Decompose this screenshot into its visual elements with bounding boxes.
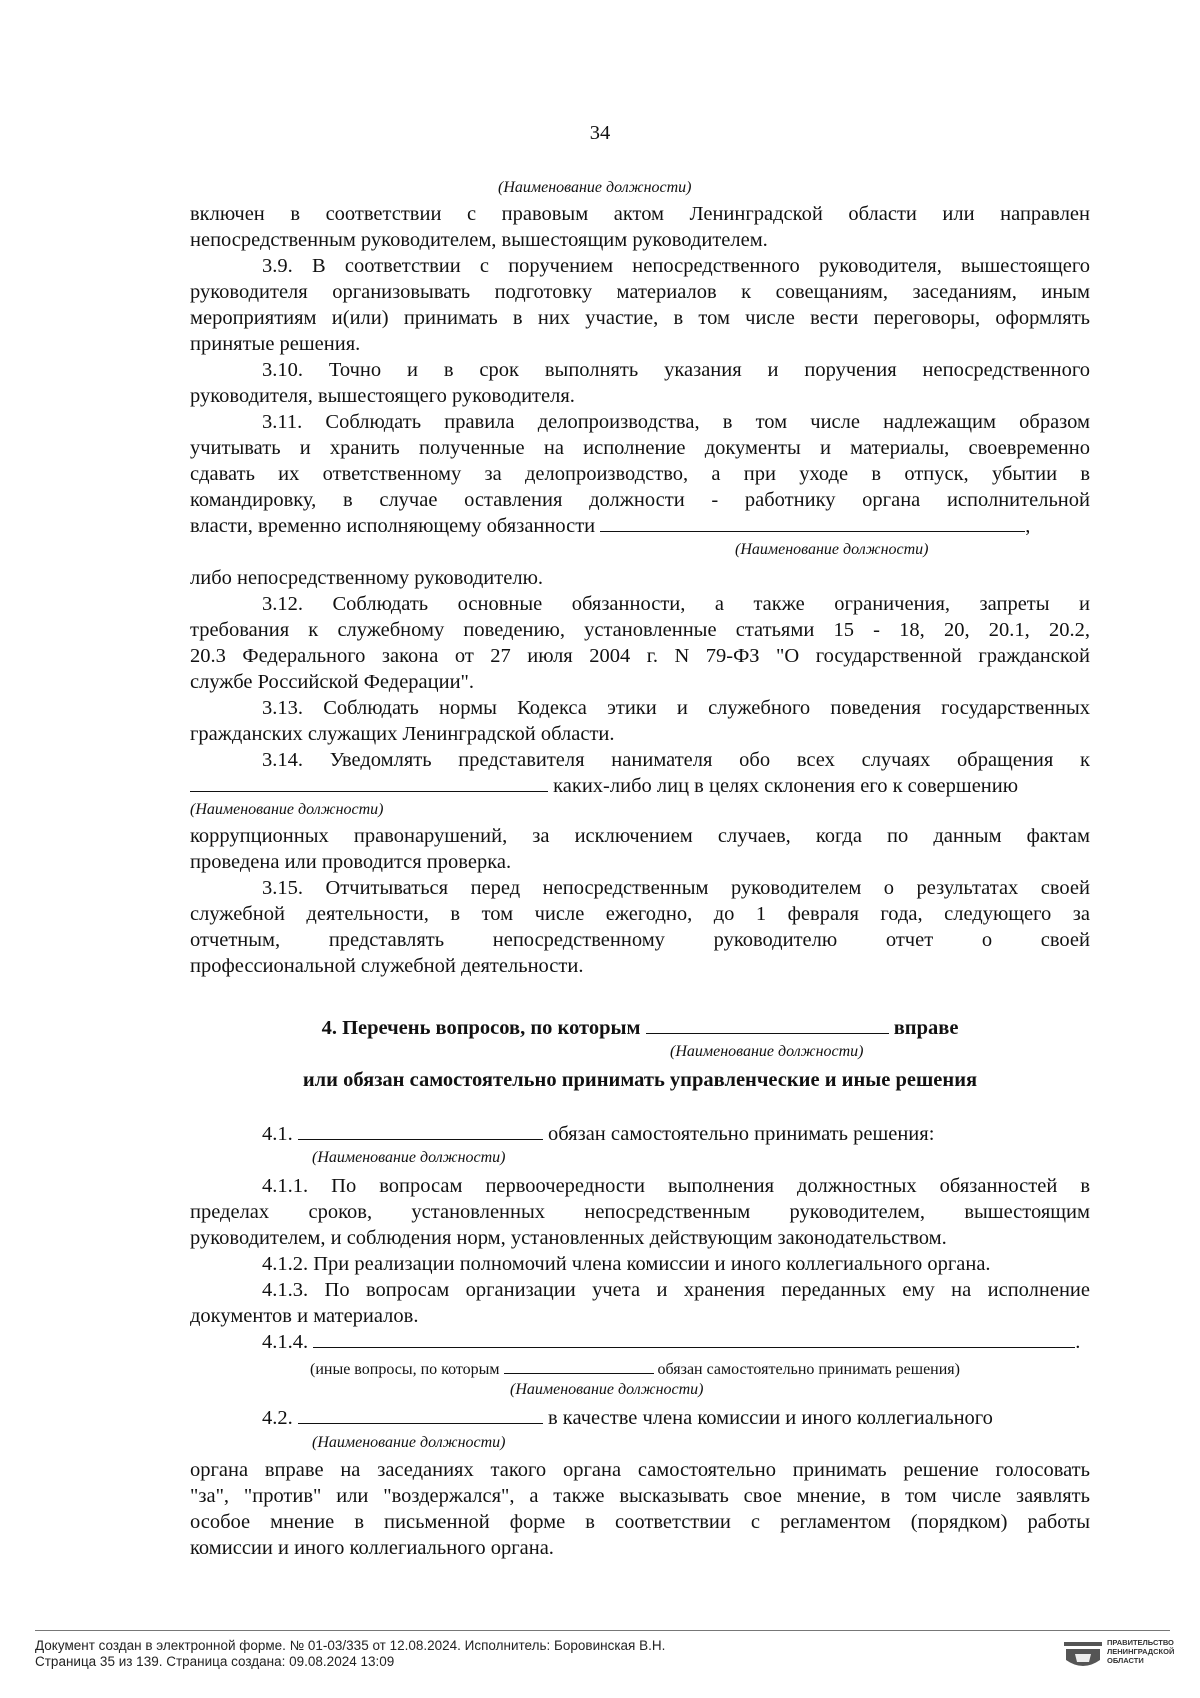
text-line: 3.15. Отчитываться перед непосредственным руководителем о результатах своей: [262, 877, 1090, 899]
caption-part: (иные вопросы, по которым: [310, 1361, 500, 1378]
text-line: проведена или проводится проверка.: [190, 851, 512, 873]
text-line: руководителя, вышестоящего руководителя.: [190, 385, 575, 407]
text-line: 4.1.3. По вопросам организации учета и хранения переданных ему на исполнение: [262, 1279, 1090, 1301]
caption-role: (Наименование должности): [510, 1381, 704, 1398]
section-heading: [190, 1015, 1090, 1041]
text-line: учитывать и хранить полученные на исполнение документы и материалы, своевременно: [190, 437, 1090, 459]
caption-role: (Наименование должности): [735, 541, 929, 558]
government-logo: [1063, 1638, 1173, 1674]
caption-role: (Наименование должности): [312, 1149, 506, 1166]
text-line: документов и материалов.: [190, 1305, 419, 1327]
text-line: сдавать их ответственному за делопроизводство, а при уходе в отпуск, убытии в: [190, 463, 1090, 485]
text-line: 3.12. Соблюдать основные обязанности, а также ограничения, запреты и: [262, 593, 1090, 615]
text-line: профессиональной служебной деятельности.: [190, 955, 584, 977]
comma: ,: [1025, 515, 1031, 537]
logo-text-line: ПРАВИТЕЛЬСТВО: [1107, 1638, 1174, 1647]
footer-rule: [35, 1630, 1170, 1631]
text-line: непосредственным руководителем, вышестоящим руководителем.: [190, 229, 768, 251]
text-line-start: власти, временно исполняющему обязанности: [190, 515, 596, 537]
text-line: [262, 1329, 1162, 1355]
text-line: 4.1.1. По вопросам первоочередности выполнения должностных обязанностей в: [262, 1175, 1090, 1197]
heading-end: вправе: [893, 1017, 959, 1039]
role-blank: [646, 1015, 889, 1034]
role-blank: [504, 1359, 654, 1374]
period: .: [1075, 1331, 1081, 1353]
text-line-end: обязан самостоятельно принимать решения:: [548, 1123, 935, 1145]
text-line: 3.9. В соответствии с поручением непосредственного руководителя, вышестоящего: [262, 255, 1090, 277]
text-line: 3.14. Уведомлять представителя нанимателя обо всех случаях обращения к: [262, 749, 1090, 771]
text-line: 3.13. Соблюдать нормы Кодекса этики и служебного поведения государственных: [262, 697, 1090, 719]
text-line: службе Российской Федерации".: [190, 671, 475, 693]
role-blank: [190, 773, 548, 792]
text-line: служебной деятельности, в том числе ежегодно, до 1 февраля года, следующего за: [190, 903, 1090, 925]
section-heading-line2: или обязан самостоятельно принимать управленческие и иные решения: [302, 1069, 978, 1091]
text-line: принятые решения.: [190, 333, 361, 355]
text-line: [190, 513, 1090, 539]
caption-other-questions: [310, 1359, 960, 1379]
text-line: 3.10. Точно и в срок выполнять указания и поручения непосредственного: [262, 359, 1090, 381]
text-line: мероприятиям и(или) принимать в них участие, в том числе вести переговоры, оформлять: [190, 307, 1090, 329]
text-line: включен в соответствии с правовым актом Ленинградской области или направлен: [190, 203, 1090, 225]
text-line: отчетным, представлять непосредственному руководителю отчет о своей: [190, 929, 1090, 951]
role-blank: [298, 1121, 543, 1140]
text-line: органа вправе на заседаниях такого органа самостоятельно принимать решение голосовать: [190, 1459, 1090, 1481]
text-line: либо непосредственному руководителю.: [190, 567, 544, 589]
text-line: гражданских служащих Ленинградской области.: [190, 723, 615, 745]
footer-line-1: Документ создан в электронной форме. № 01-03/335 от 12.08.2024. Исполнитель: Боровинская В.Н.: [35, 1638, 666, 1653]
caption-role: (Наименование должности): [190, 801, 384, 818]
text-line: особое мнение в письменной форме в соответствии с регламентом (порядком) работы: [190, 1511, 1090, 1533]
caption-role: (Наименование должности): [498, 179, 692, 196]
caption-part: обязан самостоятельно принимать решения): [657, 1361, 960, 1378]
role-blank: [298, 1405, 543, 1424]
item-number: 4.1.: [262, 1123, 293, 1145]
text-line: комиссии и иного коллегиального органа.: [190, 1537, 554, 1559]
text-line: командировку, в случае оставления должности - работнику органа исполнительной: [190, 489, 1090, 511]
text-line-end: каких-либо лиц в целях склонения его к совершению: [553, 775, 1019, 797]
item-number: 4.2.: [262, 1407, 293, 1429]
role-blank: [600, 513, 1025, 532]
text-line-end: в качестве члена комиссии и иного коллегиального: [548, 1407, 993, 1429]
heading-start: 4. Перечень вопросов, по которым: [321, 1017, 641, 1039]
item-number: 4.1.4.: [262, 1331, 309, 1353]
logo-text-line: ОБЛАСТИ: [1107, 1656, 1144, 1665]
text-line: [190, 773, 1090, 799]
text-line: [262, 1405, 1162, 1431]
role-blank: [313, 1329, 1075, 1348]
logo-text-line: ЛЕНИНГРАДСКОЙ: [1107, 1647, 1175, 1656]
text-line: руководителя организовывать подготовку материалов к совещаниям, заседаниям, иным: [190, 281, 1090, 303]
text-line: требования к служебному поведению, установленные статьями 15 - 18, 20, 20.1, 20.2,: [190, 619, 1090, 641]
text-line: "за", "против" или "воздержался", а также высказывать свое мнение, в том числе заявлять: [190, 1485, 1090, 1507]
caption-role: (Наименование должности): [312, 1434, 506, 1451]
text-line: [262, 1121, 1162, 1147]
text-line: 3.11. Соблюдать правила делопроизводства, в том числе надлежащим образом: [262, 411, 1090, 433]
footer-line-2: Страница 35 из 139. Страница создана: 09.08.2024 13:09: [35, 1654, 395, 1669]
caption-role: (Наименование должности): [670, 1043, 864, 1060]
emblem-icon: [1063, 1640, 1103, 1672]
text-line: пределах сроков, установленных непосредственным руководителем, вышестоящим: [190, 1201, 1090, 1223]
text-line: коррупционных правонарушений, за исключением случаев, когда по данным фактам: [190, 825, 1090, 847]
text-line: 20.3 Федерального закона от 27 июля 2004 г. N 79-ФЗ "О государственной гражданской: [190, 645, 1090, 667]
text-line: 4.1.2. При реализации полномочий члена комиссии и иного коллегиального органа.: [262, 1253, 991, 1275]
text-line: руководителем, и соблюдения норм, установленных действующим законодательством.: [190, 1227, 947, 1249]
page-number: 34: [589, 122, 611, 144]
